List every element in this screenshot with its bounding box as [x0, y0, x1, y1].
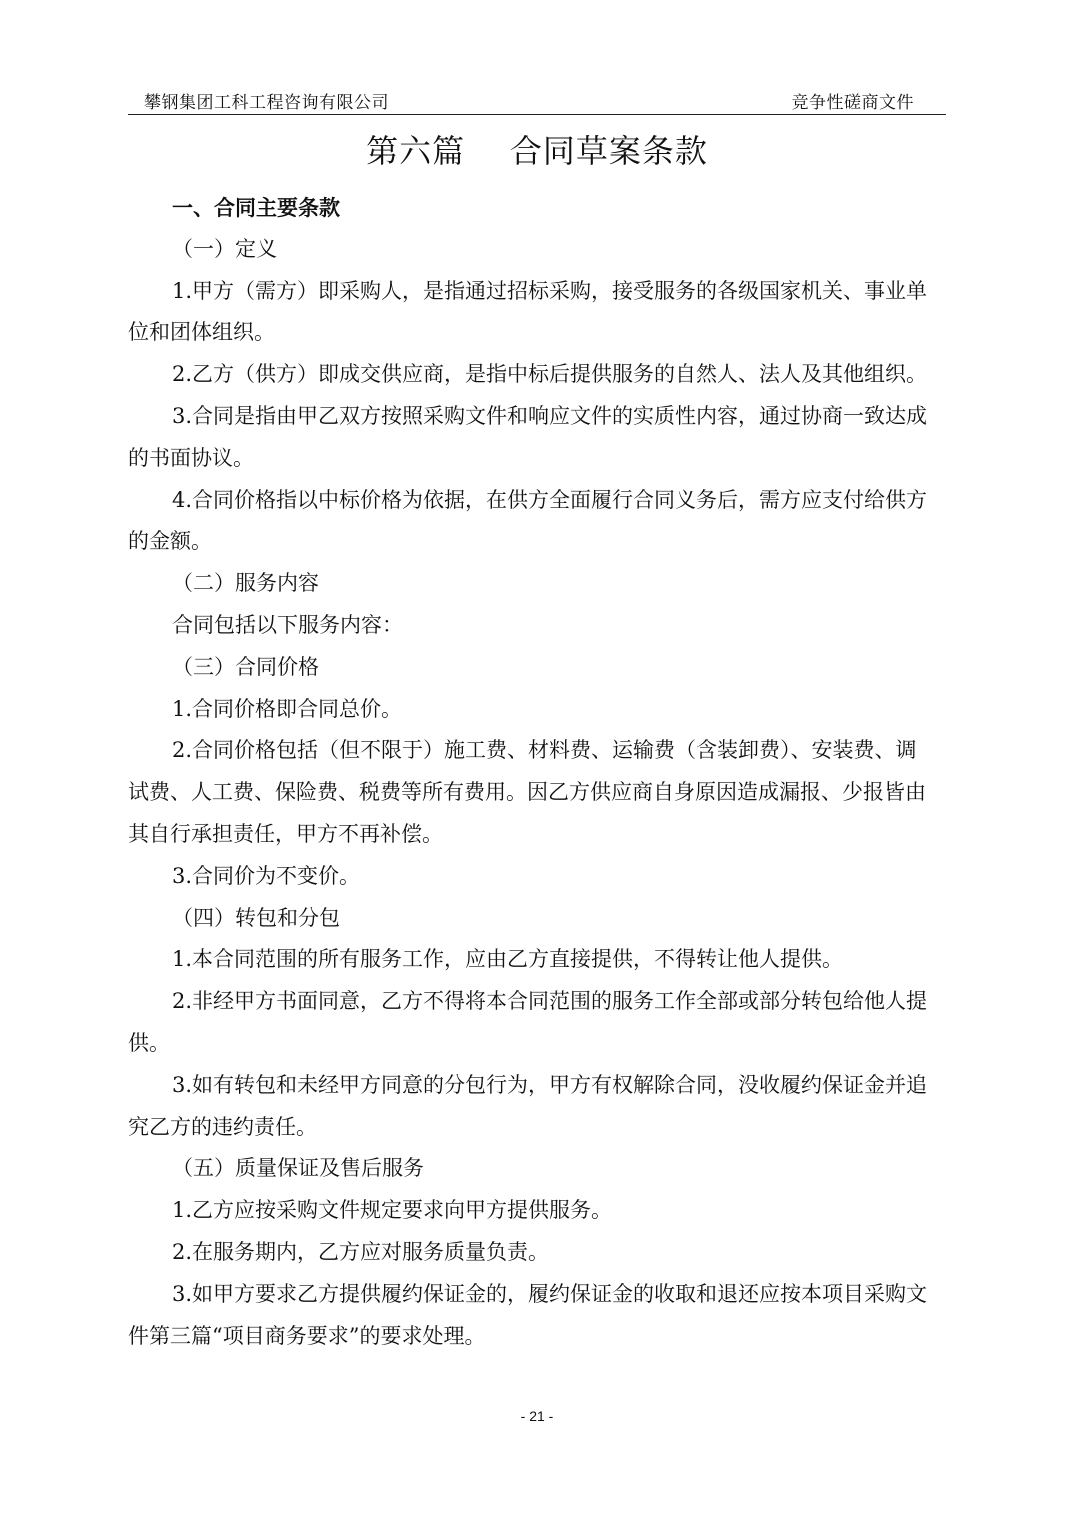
clause-line: 3.如甲方要求乙方提供履约保证金的，履约保证金的收取和退还应按本项目采购文 [172, 1281, 928, 1306]
page-number: - 21 - [520, 1408, 554, 1424]
clause-line: 3.如有转包和未经甲方同意的分包行为，甲方有权解除合同，没收履约保证金并追 [172, 1072, 928, 1097]
section-title: 第六篇 合同草案条款 [366, 132, 708, 170]
header-company-name: 攀钢集团工科工程咨询有限公司 [144, 93, 389, 113]
clause-line: 试费、人工费、保险费、税费等所有费用。因乙方供应商自身原因造成漏报、少报皆由 [128, 780, 926, 805]
page-header [128, 86, 946, 115]
clause-line: 其自行承担责任，甲方不再补偿。 [128, 821, 443, 846]
clause-line: （二）服务内容 [172, 571, 319, 596]
clause-line: 1.本合同范围的所有服务工作，应由乙方直接提供，不得转让他人提供。 [172, 947, 844, 972]
clause-line: 2.非经甲方书面同意，乙方不得将本合同范围的服务工作全部或部分转包给他人提 [172, 989, 928, 1014]
header-document-type: 竞争性磋商文件 [791, 93, 914, 113]
clause-line: 供。 [128, 1030, 170, 1055]
clause-heading: 一、合同主要条款 [172, 195, 340, 220]
clause-line: 1.甲方（需方）即采购人，是指通过招标采购，接受服务的各级国家机关、事业单 [172, 278, 928, 303]
clause-line: 究乙方的违约责任。 [128, 1114, 317, 1139]
clause-line: 2.在服务期内，乙方应对服务质量负责。 [172, 1239, 550, 1264]
clause-line: 合同包括以下服务内容： [172, 612, 403, 637]
clause-line: 的金额。 [128, 529, 212, 554]
clause-line: 的书面协议。 [128, 445, 254, 470]
clause-line: 1.乙方应按采购文件规定要求向甲方提供服务。 [172, 1198, 613, 1223]
clause-line: 位和团体组织。 [128, 320, 275, 345]
clause-line: （四）转包和分包 [172, 905, 340, 930]
clause-line: 1.合同价格即合同总价。 [172, 696, 403, 721]
clause-line: 2.合同价格包括（但不限于）施工费、材料费、运输费（含装卸费）、安装费、调 [172, 738, 917, 763]
contract-body [128, 187, 946, 1357]
clause-line: 4.合同价格指以中标价格为依据，在供方全面履行合同义务后，需方应支付给供方 [172, 487, 928, 512]
clause-line: （五）质量保证及售后服务 [172, 1156, 424, 1181]
clause-line: （三）合同价格 [172, 654, 319, 679]
clause-line: 3.合同价为不变价。 [172, 863, 361, 888]
clause-line: 件第三篇“项目商务要求”的要求处理。 [128, 1323, 486, 1348]
clause-line: 3.合同是指由甲乙双方按照采购文件和响应文件的实质性内容，通过协商一致达成 [172, 403, 928, 428]
clause-line: 2.乙方（供方）即成交供应商，是指中标后提供服务的自然人、法人及其他组织。 [172, 362, 928, 387]
clause-line: （一）定义 [172, 236, 277, 261]
